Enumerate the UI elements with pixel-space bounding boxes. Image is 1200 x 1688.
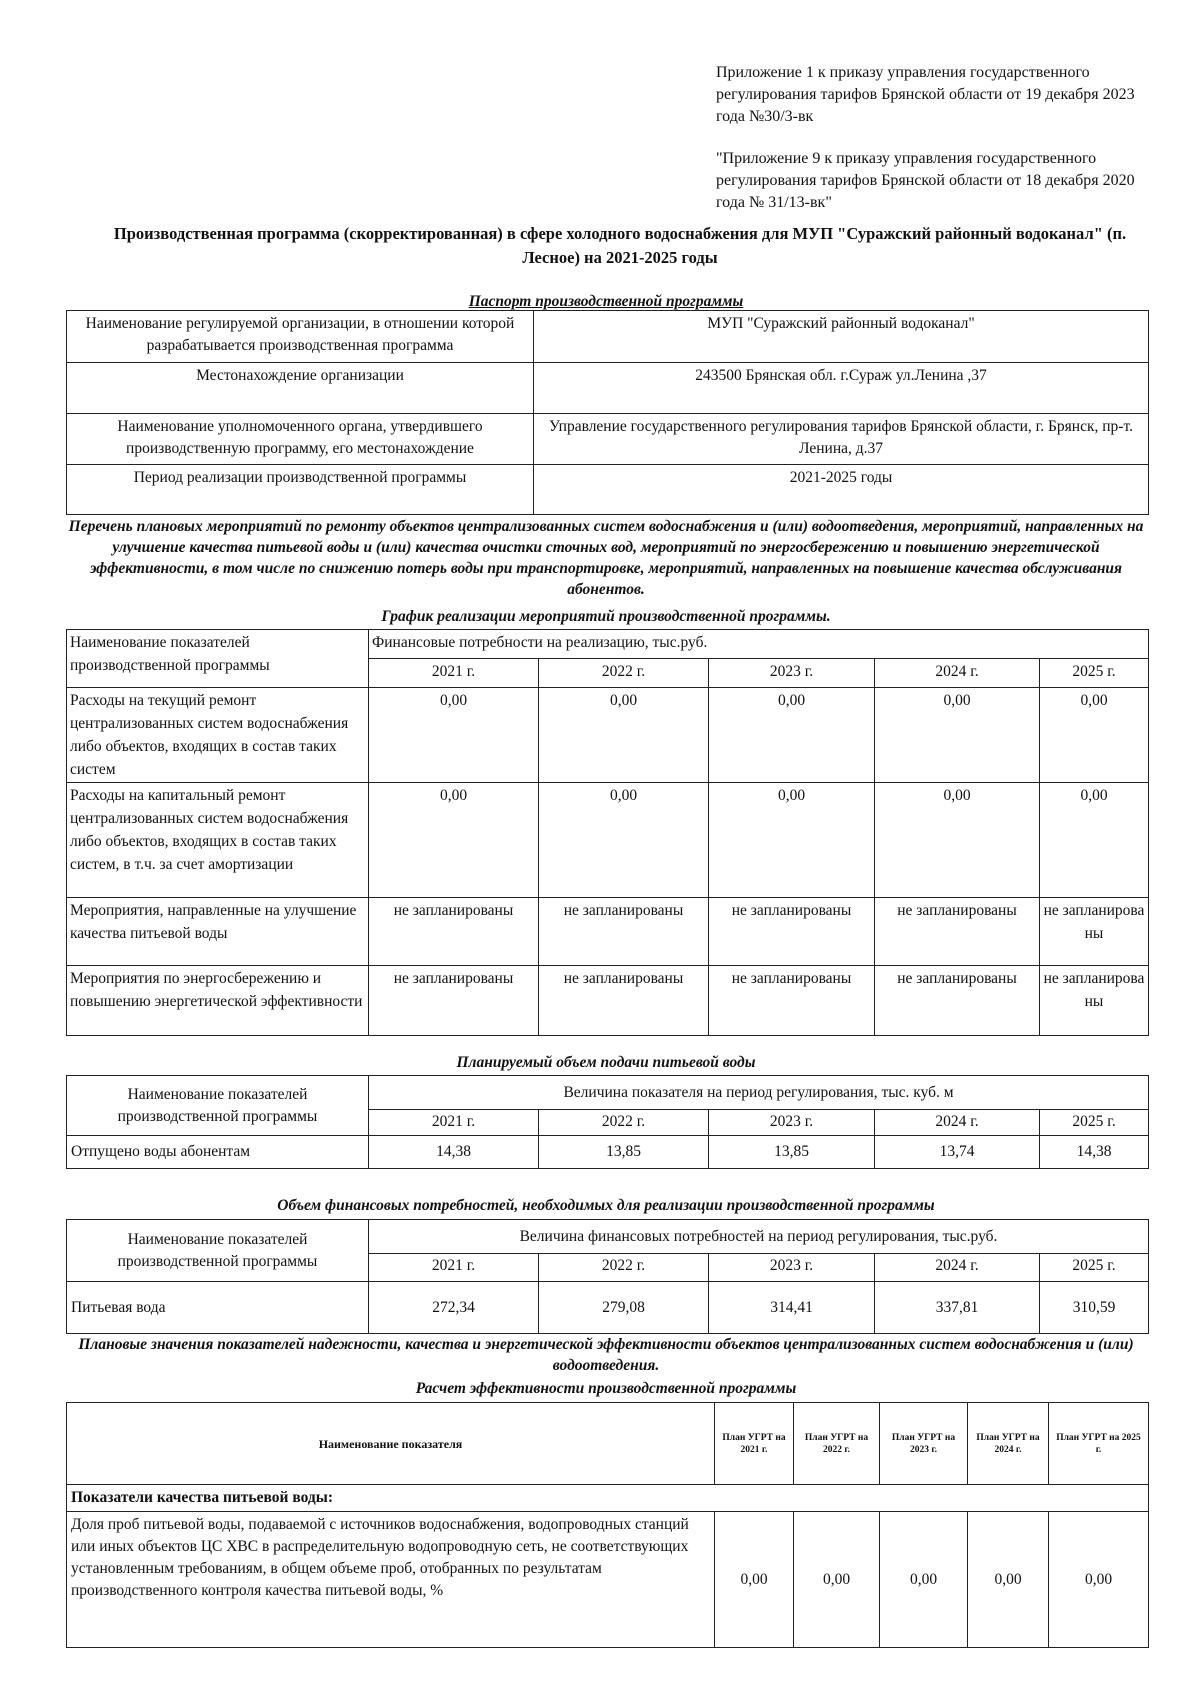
schedule-row-name: Расходы на текущий ремонт централизованных систем водоснабжения либо объектов, входящих в состав таких систем: [67, 688, 369, 783]
schedule-cell: 0,00: [369, 688, 539, 783]
efficiency-cell: 0,00: [880, 1512, 968, 1648]
supply-cell: 13,74: [875, 1136, 1040, 1169]
appendix-note-1: Приложение 1 к приказу управления государственного регулирования тарифов Брянской области от 19 декабря 2023 года №30/3-вк: [716, 64, 1135, 125]
supply-header-value: Величина показателя на период регулирования, тыс. куб. м: [369, 1076, 1149, 1110]
table-row: [67, 1282, 1149, 1334]
plan-year-header: План УГРТ на 2024 г.: [968, 1403, 1049, 1485]
schedule-row-name: Мероприятия, направленные на улучшение качества питьевой воды: [67, 898, 369, 966]
year-header: 2023 г.: [709, 1110, 875, 1136]
plan-year-header: План УГРТ на 2023 г.: [880, 1403, 968, 1485]
year-header: 2024 г.: [875, 1254, 1040, 1282]
passport-label: Местонахождение организации: [67, 363, 534, 414]
finance-row-name: Питьевая вода: [67, 1282, 369, 1334]
finance-cell: 272,34: [369, 1282, 539, 1334]
finance-header-value: Величина финансовых потребностей на период регулирования, тыс.руб.: [369, 1220, 1149, 1254]
year-header: 2025 г.: [1040, 1254, 1149, 1282]
schedule-row-name: Расходы на капитальный ремонт централизованных систем водоснабжения либо объектов, входящих в состав таких систем, в т.ч. за счет амортизации: [67, 783, 369, 898]
year-header: 2021 г.: [369, 1110, 539, 1136]
appendix-note-2: "Приложение 9 к приказу управления государственного регулирования тарифов Брянской области от 18 декабря 2020 года № 31/13-вк": [716, 150, 1135, 211]
schedule-header-fin: Финансовые потребности на реализацию, тыс.руб.: [369, 630, 1149, 659]
efficiency-section: Показатели качества питьевой воды:: [67, 1485, 1149, 1512]
finance-header-name: Наименование показателей производственной программы: [67, 1220, 369, 1282]
schedule-cell: 0,00: [369, 783, 539, 898]
schedule-cell: не запланированы: [539, 898, 709, 966]
schedule-cell: 0,00: [1040, 688, 1149, 783]
supply-header-name: Наименование показателей производственной программы: [67, 1076, 369, 1136]
schedule-cell: не запланированы: [369, 898, 539, 966]
year-header: 2021 г.: [369, 1254, 539, 1282]
schedule-row-name: Мероприятия по энергосбережению и повышению энергетической эффективности: [67, 966, 369, 1036]
passport-caption: [66, 291, 1146, 312]
supply-cell: 13,85: [539, 1136, 709, 1169]
year-header: 2023 г.: [709, 659, 875, 688]
finance-cell: 314,41: [709, 1282, 875, 1334]
schedule-cell: 0,00: [1040, 783, 1149, 898]
supply-cell: 14,38: [369, 1136, 539, 1169]
finance-cell: 337,81: [875, 1282, 1040, 1334]
finance-caption: Объем финансовых потребностей, необходимых для реализации производственной программы: [277, 1197, 935, 1214]
schedule-cell: 0,00: [539, 688, 709, 783]
passport-label: Период реализации производственной программы: [67, 465, 534, 515]
year-header: 2024 г.: [875, 659, 1040, 688]
schedule-header-name: Наименование показателей производственной программы: [67, 630, 369, 688]
efficiency-cell: 0,00: [794, 1512, 880, 1648]
efficiency-header-name: Наименование показателя: [67, 1403, 715, 1485]
table-row: [67, 1076, 1149, 1110]
year-header: 2022 г.: [539, 1110, 709, 1136]
table-row: [67, 688, 1149, 783]
schedule-cell: 0,00: [875, 783, 1040, 898]
program-title: Производственная программа (скорректированная) в сфере холодного водоснабжения для МУП "Суражский районный водоканал" (п. Лесное) на 2021-2025 годы: [113, 224, 1127, 267]
supply-cell: 14,38: [1040, 1136, 1149, 1169]
table-row: [67, 363, 1149, 414]
schedule-cell: не запланированы: [709, 898, 875, 966]
table-row: [67, 311, 1149, 363]
passport-value: 243500 Брянская обл. г.Сураж ул.Ленина ,37: [534, 363, 1149, 414]
passport-value: 2021-2025 годы: [534, 465, 1149, 515]
schedule-cell: не запланированы: [369, 966, 539, 1036]
table-row: [67, 898, 1149, 966]
passport-label: Наименование уполномоченного органа, утвердившего производственную программу, его местонахождение: [67, 414, 534, 465]
finance-cell: 279,08: [539, 1282, 709, 1334]
schedule-caption: График реализации мероприятий производственной программы.: [381, 608, 831, 625]
schedule-cell: не запланированы: [709, 966, 875, 1036]
passport-caption-text: Паспорт производственной программы: [468, 293, 744, 310]
measures-caption: Перечень плановых мероприятий по ремонту объектов централизованных систем водоснабжения и (или) водоотведения, мероприятий, направленных на улучшение качества питьевой воды и (или) качества очистки сточных вод, мероприятий по энергосбережению и повышению энергетической эффективности, в том числе по снижению потерь воды при транспортировке, мероприятий, направленных на повышение качества обслуживания абонентов.: [68, 518, 1144, 598]
schedule-table: [66, 629, 1149, 1036]
schedule-cell: не запланированы: [1040, 966, 1149, 1036]
passport-value: Управление государственного регулирования тарифов Брянской области, г. Брянск, пр-т. Ленина, д.37: [534, 414, 1149, 465]
passport-value: МУП "Суражский районный водоканал": [534, 311, 1149, 363]
passport-table: [66, 310, 1149, 515]
indicators-caption: Плановые значения показателей надежности, качества и энергетической эффективности объектов централизованных систем водоснабжения и (или) водоотведения.: [78, 1336, 1134, 1374]
efficiency-caption: Расчет эффективности производственной программы: [415, 1380, 797, 1397]
table-row: [67, 465, 1149, 515]
year-header: 2021 г.: [369, 659, 539, 688]
plan-year-header: План УГРТ на 2025 г.: [1049, 1403, 1149, 1485]
schedule-cell: 0,00: [709, 688, 875, 783]
schedule-cell: 0,00: [709, 783, 875, 898]
schedule-cell: не запланированы: [875, 966, 1040, 1036]
passport-label: Наименование регулируемой организации, в отношении которой разрабатывается производственная программа: [67, 311, 534, 363]
year-header: 2024 г.: [875, 1110, 1040, 1136]
year-header: 2023 г.: [709, 1254, 875, 1282]
table-row: [67, 630, 1149, 659]
year-header: 2025 г.: [1040, 659, 1149, 688]
year-header: 2025 г.: [1040, 1110, 1149, 1136]
schedule-cell: 0,00: [875, 688, 1040, 783]
year-header: 2022 г.: [539, 1254, 709, 1282]
table-row: [67, 783, 1149, 898]
supply-row-name: Отпущено воды абонентам: [67, 1136, 369, 1169]
table-row: [67, 1512, 1149, 1648]
efficiency-row-name: Доля проб питьевой воды, подаваемой с источников водоснабжения, водопроводных станций или иных объектов ЦС ХВС в распределительную водопроводную сеть, не соответствующих установленным требованиям, в общем объеме проб, отобранных по результатам производственного контроля качества питьевой воды, %: [67, 1512, 715, 1648]
table-row: [67, 1485, 1149, 1512]
schedule-cell: не запланированы: [875, 898, 1040, 966]
finance-table: [66, 1219, 1149, 1334]
table-row: [67, 966, 1149, 1036]
schedule-cell: 0,00: [539, 783, 709, 898]
schedule-cell: не запланированы: [539, 966, 709, 1036]
plan-year-header: План УГРТ на 2022 г.: [794, 1403, 880, 1485]
efficiency-cell: 0,00: [715, 1512, 794, 1648]
table-row: [67, 1220, 1149, 1254]
finance-cell: 310,59: [1040, 1282, 1149, 1334]
supply-caption: Планируемый объем подачи питьевой воды: [456, 1054, 756, 1071]
table-row: [67, 414, 1149, 465]
plan-year-header: План УГРТ на 2021 г.: [715, 1403, 794, 1485]
schedule-cell: не запланированы: [1040, 898, 1149, 966]
supply-table: [66, 1075, 1149, 1169]
efficiency-table: [66, 1402, 1149, 1648]
table-row: [67, 1136, 1149, 1169]
supply-cell: 13,85: [709, 1136, 875, 1169]
year-header: 2022 г.: [539, 659, 709, 688]
efficiency-cell: 0,00: [1049, 1512, 1149, 1648]
table-row: [67, 1403, 1149, 1485]
efficiency-cell: 0,00: [968, 1512, 1049, 1648]
